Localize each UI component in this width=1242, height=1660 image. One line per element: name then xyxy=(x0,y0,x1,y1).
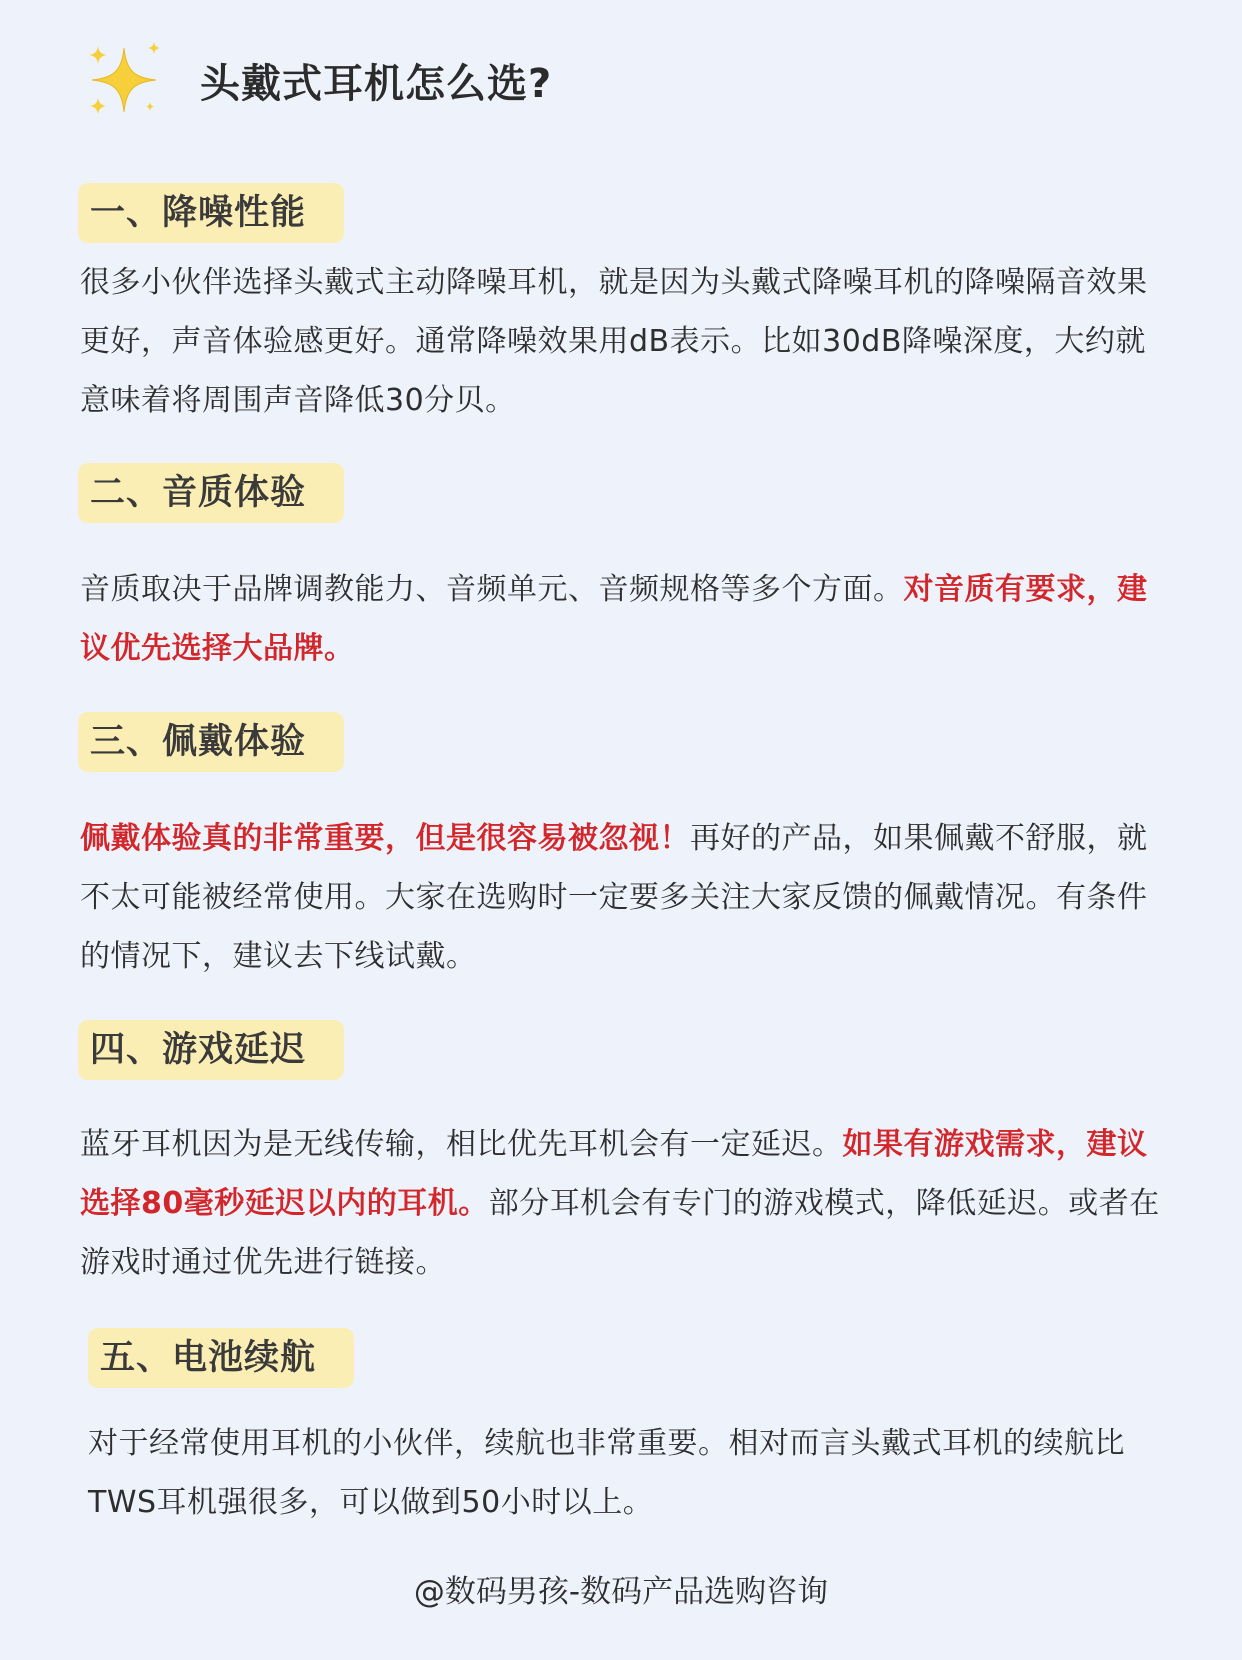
section-body-noise-cancelling xyxy=(80,253,1170,430)
section-heading-wearing-comfort: 三、佩戴体验 xyxy=(78,712,344,772)
section-text: 很多小伙伴选择头戴式主动降噪耳机，就是因为头戴式降噪耳机的降噪隔音效果更好，声音体验感更好。通常降噪效果用dB表示。比如30dB降噪深度，大约就意味着将周围声音降低30分贝。 xyxy=(80,265,1148,418)
section-text: 部分耳机会有专门的游戏模式，降低延迟。或者在游戏时通过优先进行链接。 xyxy=(80,1186,1160,1280)
section-text-highlight: 对音质有要求，建议优先选择大品牌。 xyxy=(80,572,1148,666)
section-text: 再好的产品，如果佩戴不舒服，就不太可能被经常使用。大家在选购时一定要多关注大家反馈的佩戴情况。有条件的情况下，建议去下线试戴。 xyxy=(80,821,1148,974)
section-body-battery-life xyxy=(88,1414,1170,1532)
page-title: 头戴式耳机怎么选? xyxy=(200,60,553,107)
section-text-highlight: 佩戴体验真的非常重要，但是很容易被忽视！ xyxy=(80,821,690,856)
section-heading-battery-life: 五、电池续航 xyxy=(88,1328,354,1388)
section-heading-sound-quality: 二、音质体验 xyxy=(78,463,344,523)
section-text-highlight: 如果有游戏需求，建议选择80毫秒延迟以内的耳机。 xyxy=(80,1127,1148,1221)
section-body-sound-quality xyxy=(80,560,1170,678)
sparkles-icon xyxy=(84,40,168,120)
section-body-wearing-comfort xyxy=(80,809,1170,986)
section-text: 音质取决于品牌调教能力、音频单元、音频规格等多个方面。 xyxy=(80,572,904,607)
section-heading-gaming-latency: 四、游戏延迟 xyxy=(78,1020,344,1080)
section-heading-noise-cancelling: 一、降噪性能 xyxy=(78,183,344,243)
header xyxy=(84,40,552,120)
section-text: 蓝牙耳机因为是无线传输，相比优先耳机会有一定延迟。 xyxy=(80,1127,843,1162)
section-text: 对于经常使用耳机的小伙伴，续航也非常重要。相对而言头戴式耳机的续航比TWS耳机强很多，可以做到50小时以上。 xyxy=(88,1426,1125,1520)
footer-credit: @数码男孩-数码产品选购咨询 xyxy=(413,1574,829,1610)
section-body-gaming-latency xyxy=(80,1115,1170,1292)
